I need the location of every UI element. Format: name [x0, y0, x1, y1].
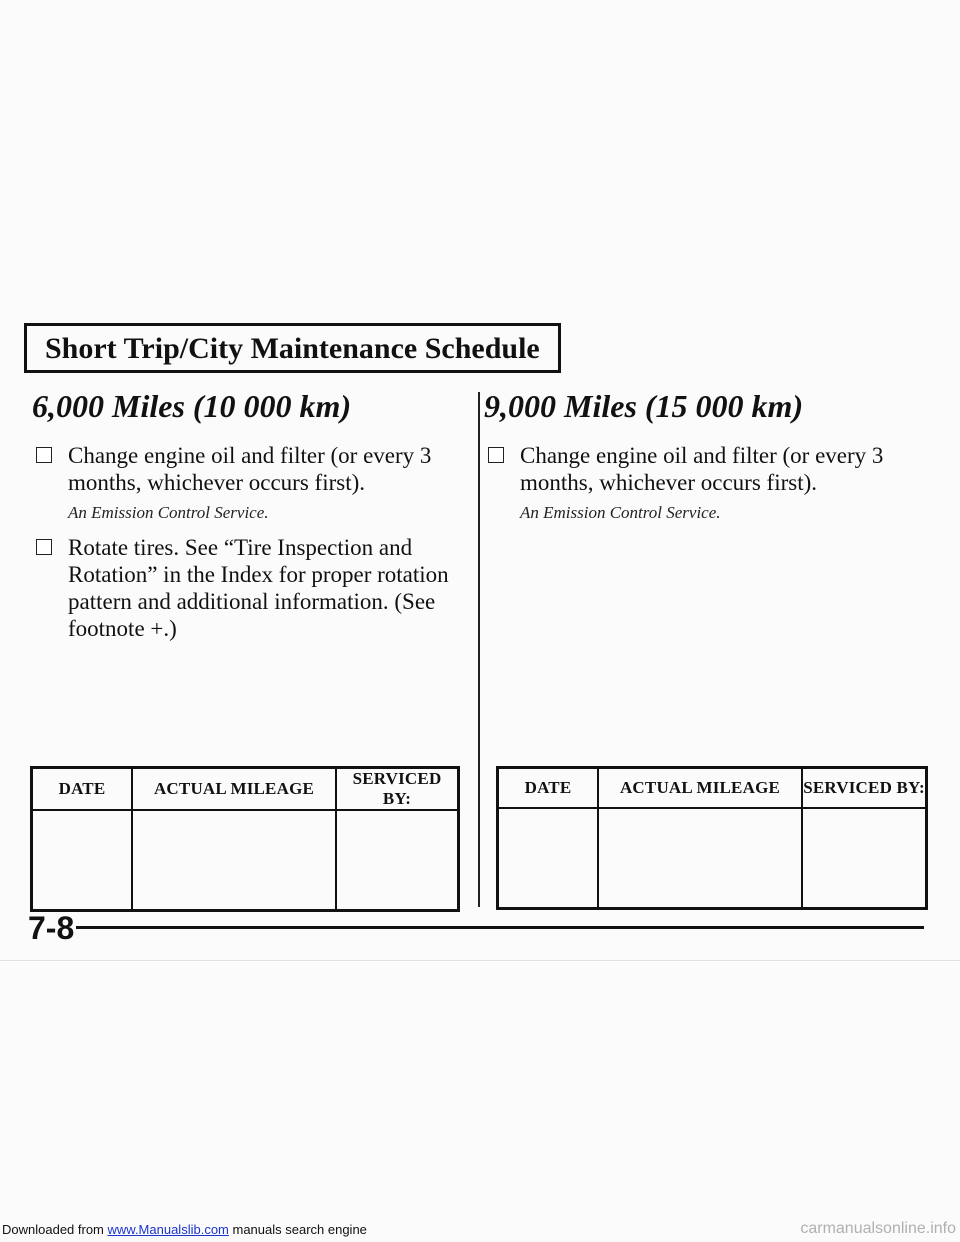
manualslib-link[interactable]: www.Manualslib.com [107, 1222, 229, 1237]
right-interval-title: 9,000 Miles (15 000 km) [484, 388, 804, 424]
serviced-by-header: SERVICED BY: [336, 768, 459, 811]
watermark: carmanualsonline.info [800, 1220, 956, 1237]
column-divider [478, 392, 480, 907]
serviced-by-header: SERVICED BY: [802, 768, 927, 809]
date-cell[interactable] [32, 810, 133, 911]
actual-mileage-cell[interactable] [132, 810, 336, 911]
left-column [32, 386, 462, 646]
section-header: Short Trip/City Maintenance Schedule [24, 323, 561, 373]
checkbox-icon[interactable] [36, 447, 52, 463]
item-text: Change engine oil and filter (or every 3 months, whichever occurs first). [68, 443, 432, 495]
checkbox-icon[interactable] [36, 539, 52, 555]
item-text: Change engine oil and filter (or every 3 months, whichever occurs first). [520, 443, 884, 495]
download-footer [2, 1222, 367, 1237]
date-header: DATE [32, 768, 133, 811]
right-service-record-table [496, 766, 928, 910]
footer-prefix: Downloaded from [2, 1222, 108, 1237]
footer-suffix: manuals search engine [228, 1222, 367, 1237]
date-header: DATE [498, 768, 599, 809]
checkbox-icon[interactable] [488, 447, 504, 463]
item-text: Rotate tires. See “Tire Inspection and Rotation” in the Index for proper rotation pattern and additional information. (See footnote +.) [68, 535, 449, 641]
serviced-by-cell[interactable] [802, 808, 927, 909]
page-rule [76, 926, 924, 929]
item-note: An Emission Control Service. [520, 503, 721, 522]
date-cell[interactable] [498, 808, 599, 909]
page-number: 7-8 [28, 910, 75, 946]
actual-mileage-header: ACTUAL MILEAGE [598, 768, 802, 809]
actual-mileage-header: ACTUAL MILEAGE [132, 768, 336, 811]
right-column [484, 386, 934, 534]
actual-mileage-cell[interactable] [598, 808, 802, 909]
item-note: An Emission Control Service. [68, 503, 269, 522]
left-interval-title: 6,000 Miles (10 000 km) [32, 388, 352, 424]
checklist-item [32, 442, 462, 496]
serviced-by-cell[interactable] [336, 810, 459, 911]
checklist-item [32, 534, 462, 642]
left-service-record-table [30, 766, 460, 912]
checklist-item [484, 442, 934, 496]
faint-rule [0, 960, 960, 961]
